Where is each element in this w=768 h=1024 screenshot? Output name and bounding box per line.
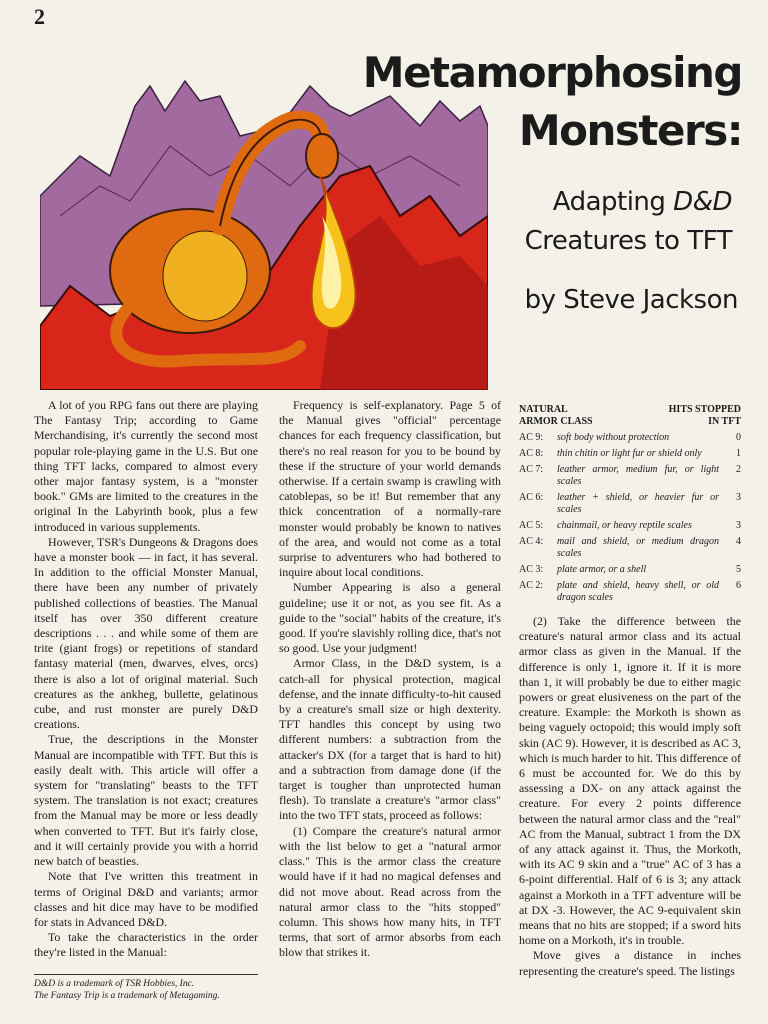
ac-code: AC 7:	[519, 464, 544, 475]
paragraph: Frequency is self-explanatory. Page 5 of the Manual gives "official" percentage chances for each frequency classification, but there's no real reason for you to be bound by these if the structure of your world demands otherwise. If a certain swamp is crawling with catoblepas, so be it! But remember that any thick concentration of a normally-rare monster would probably be known to natives of the area, and would not come as a total surprise to adventurers who had bothered to inquire about local conditions.	[279, 398, 501, 580]
subtitle-line-2: Creatures to TFT	[524, 226, 732, 256]
ac-description: mail and shield, or medium dragon scales	[557, 536, 719, 559]
armor-table-header-right	[669, 404, 741, 428]
hits-stopped: 3	[736, 520, 741, 531]
hits-stopped: 1	[736, 448, 741, 459]
armor-table-row	[519, 536, 741, 560]
hits-stopped: 4	[736, 536, 741, 547]
armor-table-row	[519, 520, 741, 532]
paragraph: A lot of you RPG fans out there are playing The Fantasy Trip; according to Game Merchandising, it's currently the second most popular role-playing game in the U.S. But one thing TFT lacks, compared to almost every other major fantasy system, is a "monster book." GMs are limited to the creatures in the original In the Labyrinth book, plus a few introduced in various supplements.	[34, 398, 258, 534]
armor-table	[519, 432, 741, 604]
hits-stopped: 6	[736, 580, 741, 591]
footnotes	[34, 978, 260, 1002]
armor-table-row	[519, 432, 741, 444]
ac-code: AC 2:	[519, 580, 544, 591]
paragraph: (2) Take the difference between the creature's natural armor class and its actual armor class as given in the Manual. If the difference is only 1, ignore it. If it is more than 1, it will probably be due to either magic powers or great elusiveness on the part of the creature. Example: the Morkoth is shown as being vaguely octopoid; this would imply soft skin (AC 9). However, it is described as AC 3, which is much harder to hit. This difference of 6 must be accounted for. We do this by assessing a DX- on any attack against the creature. For every 2 points difference between the natural armor class and the "real" AC from the Manual, subtract 1 from the DX of any attack against it. Thus, the Morkoth, with its AC 9 skin and a "true" AC of 3 has a 6-point differential. Half of 6 is 3; any attack against a Morkoth in a TFT adventure will be at DX -3. However, the AC 9-equivalent skin means that no hits are stopped; if a sword hits home on a Morkoth, it's in trouble.	[519, 614, 741, 948]
ac-code: AC 8:	[519, 448, 544, 459]
hits-stopped: 2	[736, 464, 741, 475]
ac-description: plate armor, or a shell	[557, 564, 647, 575]
dragon-belly	[163, 231, 247, 321]
armor-table-row	[519, 464, 741, 488]
header-natural: NATURAL	[519, 404, 568, 415]
armor-table-header	[519, 404, 741, 428]
ac-code: AC 6:	[519, 492, 544, 503]
text-column-1	[34, 398, 258, 961]
ac-description: chainmail, or heavy reptile scales	[557, 520, 692, 531]
ac-code: AC 9:	[519, 432, 544, 443]
armor-table-row	[519, 448, 741, 460]
ac-description: leather armor, medium fur, or light scales	[557, 464, 719, 487]
header-armor-class: ARMOR CLASS	[519, 416, 593, 427]
hits-stopped: 0	[736, 432, 741, 443]
page-number: 2	[34, 4, 45, 29]
subtitle-prefix: Adapting	[552, 187, 674, 217]
dragon-head	[306, 134, 338, 178]
armor-table-row	[519, 580, 741, 604]
text-column-3	[519, 398, 741, 979]
hits-stopped: 5	[736, 564, 741, 575]
armor-table-row	[519, 564, 741, 576]
ac-description: soft body without protection	[557, 432, 670, 443]
paragraph: (1) Compare the creature's natural armor with the list below to get a "natural armor class." This is the armor class the creature would have if it had no magical defenses and did not move about. Read across from the natural armor class to the "hits stopped" column. This shows how many hits, in TFT terms, that sort of armor absorbs from each blow that strikes it.	[279, 823, 501, 960]
paragraph: Number Appearing is also a general guideline; use it or not, as you see fit. As a guide to the "social" habits of the creature, it's good. If you're slavishly rolling dice, that's not so good. Use your judgment!	[279, 580, 501, 656]
footnote-rule	[34, 974, 258, 975]
footnote-tft-trademark: The Fantasy Trip is a trademark of Metagaming.	[34, 991, 220, 1001]
header-hits-stopped: HITS STOPPED	[668, 404, 741, 415]
ac-description: thin chitin or light fur or shield only	[557, 448, 702, 459]
ac-description: plate and shield, heavy shell, or old dragon scales	[557, 580, 719, 603]
paragraph: Note that I've written this treatment in terms of Original D&D and variants; armor classes and hit dice may have to be modified for stats in Advanced D&D.	[34, 869, 258, 929]
title-line-1: Metamorphosing	[362, 48, 742, 97]
paragraph: True, the descriptions in the Monster Manual are incompatible with TFT. But this is easily dealt with. This article will offer a system for "translating" beasts to the TFT system. The translation is not exact; creatures from the Manual may be more or less deadly when converted to TFT. But it's fairly close, and it will certainly provide you with a horrid new batch of beasties.	[34, 732, 258, 869]
ac-code: AC 3:	[519, 564, 544, 575]
ac-description: leather + shield, or heavier fur or scales	[557, 492, 719, 515]
armor-table-row	[519, 492, 741, 516]
header-in-tft: IN TFT	[708, 416, 741, 427]
title-line-2: Monsters:	[518, 105, 742, 155]
armor-table-header-left	[519, 404, 593, 428]
ac-code: AC 5:	[519, 520, 544, 531]
paragraph: However, TSR's Dungeons & Dragons does have a monster book — in fact, it has several. In addition to the official Monster Manual, there have been any number of privately published collections of beasties. The Manual itself has over 350 different creature descriptions . . . and while some of them are trite (giant frogs) or repetitions of standard fantasy material (men, dwarves, elves, orcs) there is also a lot of original material. Such creatures as the ankheg, bullette, gelatinous cube, and rust monster are purely D&D creations.	[34, 534, 258, 732]
paragraph: To take the characteristics in the order they're listed in the Manual:	[34, 930, 258, 960]
footnote-dnd-trademark: D&D is a trademark of TSR Hobbies, Inc.	[34, 979, 195, 989]
paragraph: Armor Class, in the D&D system, is a catch-all for physical protection, magical defense, and the innate difficulty-to-hit caused by a creature's small size or high dexterity. TFT handles this concept by using two different numbers: a subtraction from the attacker's DX (for a target that is hard to hit) and a subtraction from damage done (if the target is tougher than unprotected human flesh). To translate a creature's "armor class" into the two TFT stats, proceed as follows:	[279, 656, 501, 823]
ac-code: AC 4:	[519, 536, 544, 547]
text-column-2	[279, 398, 501, 961]
subtitle-dnd: D&D	[673, 187, 732, 217]
hits-stopped: 3	[736, 492, 741, 503]
byline: by Steve Jackson	[524, 285, 738, 315]
paragraph: Move gives a distance in inches representing the creature's speed. The listings	[519, 948, 741, 978]
dragon-illustration	[40, 66, 488, 390]
